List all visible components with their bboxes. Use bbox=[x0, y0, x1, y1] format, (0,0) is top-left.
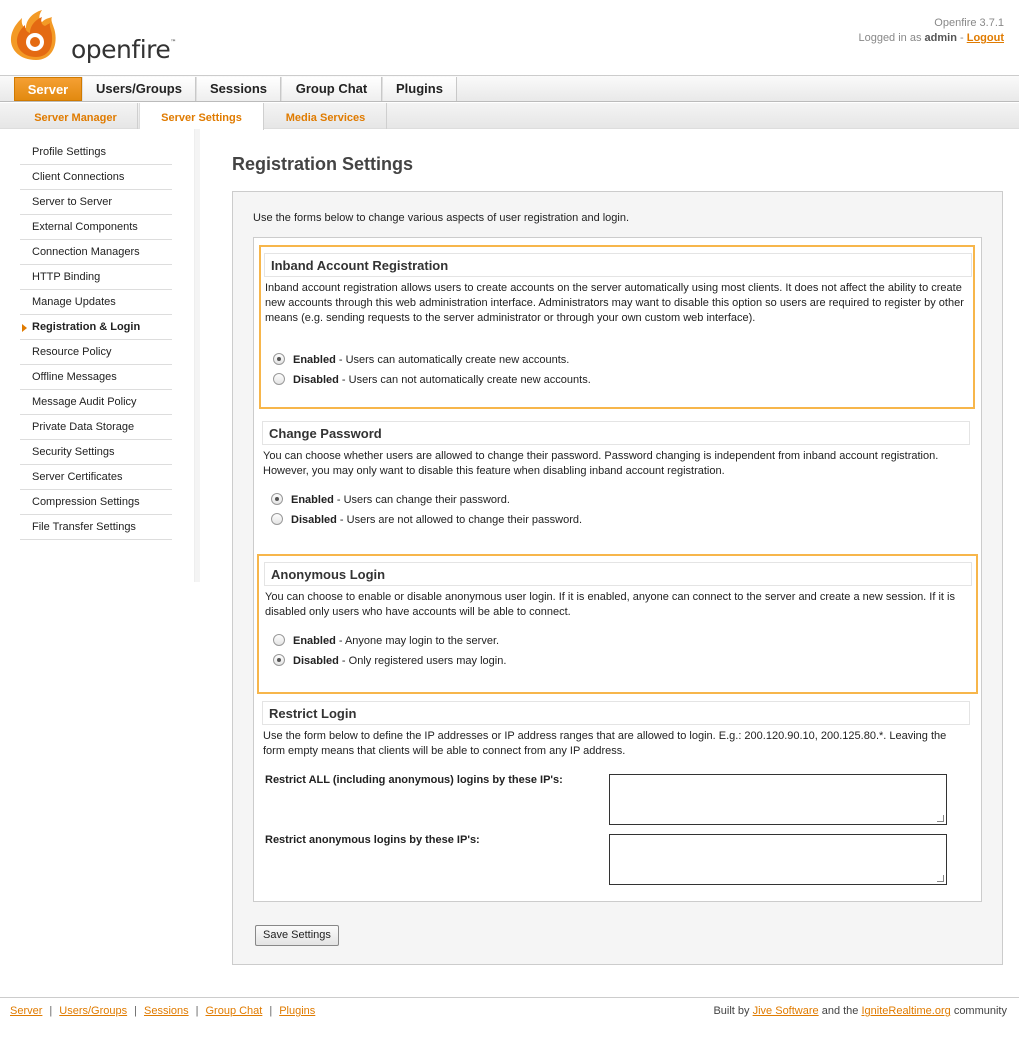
change-password-description: You can choose whether users are allowed to change their password. Password changing is independent from inband account registration. However, you may only want to disable this feature when disabling inband account registration. bbox=[263, 450, 939, 477]
restrict-all-textarea[interactable] bbox=[609, 774, 947, 825]
anonymous-login-heading: Anonymous Login bbox=[264, 562, 972, 586]
sidebar-item-profile-settings[interactable]: Profile Settings bbox=[20, 140, 172, 165]
password-enabled-radio[interactable] bbox=[271, 493, 283, 505]
sidebar-item-http-binding[interactable]: HTTP Binding bbox=[20, 265, 172, 290]
version-text: Openfire 3.7.1 bbox=[934, 17, 1004, 29]
inband-registration-heading: Inband Account Registration bbox=[264, 253, 972, 277]
settings-panel bbox=[232, 191, 1003, 965]
footer-link-sessions[interactable]: Sessions bbox=[143, 1005, 189, 1017]
sidebar-item-manage-updates[interactable]: Manage Updates bbox=[20, 290, 172, 315]
inband-registration-section bbox=[259, 245, 975, 409]
password-enabled-option[interactable]: Enabled - Users can change their password. bbox=[271, 492, 510, 508]
sidebar-item-private-data-storage[interactable]: Private Data Storage bbox=[20, 415, 172, 440]
active-arrow-icon bbox=[22, 324, 27, 332]
sidebar-item-connection-managers[interactable]: Connection Managers bbox=[20, 240, 172, 265]
anonymous-disabled-radio[interactable] bbox=[273, 654, 285, 666]
sidebar-item-file-transfer-settings[interactable]: File Transfer Settings bbox=[20, 515, 172, 540]
jive-software-link[interactable]: Jive Software bbox=[752, 1005, 819, 1017]
sidebar-item-security-settings[interactable]: Security Settings bbox=[20, 440, 172, 465]
inband-disabled-option[interactable]: Disabled - Users can not automatically create new accounts. bbox=[273, 372, 591, 388]
inband-disabled-radio[interactable] bbox=[273, 373, 285, 385]
sidebar bbox=[0, 129, 195, 582]
sub-tab-bar bbox=[0, 103, 1019, 129]
footer-link-server[interactable]: Server bbox=[10, 1005, 43, 1017]
sidebar-item-resource-policy[interactable]: Resource Policy bbox=[20, 340, 172, 365]
restrict-anonymous-textarea[interactable] bbox=[609, 834, 947, 885]
sidebar-item-server-certificates[interactable]: Server Certificates bbox=[20, 465, 172, 490]
sidebar-item-offline-messages[interactable]: Offline Messages bbox=[20, 365, 172, 390]
restrict-login-description: Use the form below to define the IP addresses or IP address ranges that are allowed to login. E.g.: 200.120.90.10, 200.125.80.*. Leaving the form empty means that clients will be able to connect from any IP address. bbox=[263, 730, 947, 757]
footer-nav: Server | Users/Groups | Sessions | Group Chat | Plugins bbox=[10, 1005, 316, 1017]
save-settings-button[interactable]: Save Settings bbox=[255, 925, 339, 946]
login-status: Logged in as admin - Logout bbox=[858, 32, 1004, 44]
igniterealtime-link[interactable]: IgniteRealtime.org bbox=[861, 1005, 951, 1017]
sidebar-item-server-to-server[interactable]: Server to Server bbox=[20, 190, 172, 215]
sidebar-item-compression-settings[interactable]: Compression Settings bbox=[20, 490, 172, 515]
footer bbox=[0, 997, 1019, 1027]
anonymous-disabled-option[interactable]: Disabled - Only registered users may login. bbox=[273, 653, 506, 669]
footer-credits: Built by Jive Software and the IgniteRealtime.org community bbox=[713, 1005, 1007, 1017]
sidebar-menu bbox=[20, 140, 172, 540]
restrict-all-label: Restrict ALL (including anonymous) logins by these IP's: bbox=[265, 774, 563, 786]
subtab-server-manager[interactable]: Server Manager bbox=[14, 103, 138, 129]
tab-users-groups[interactable]: Users/Groups bbox=[82, 77, 196, 101]
inband-enabled-radio[interactable] bbox=[273, 353, 285, 365]
flame-logo-icon bbox=[8, 8, 64, 62]
change-password-section bbox=[259, 415, 975, 549]
anonymous-enabled-option[interactable]: Enabled - Anyone may login to the server. bbox=[273, 633, 499, 649]
logo-wordmark: openfire™ bbox=[71, 35, 176, 64]
inband-enabled-option[interactable]: Enabled - Users can automatically create new accounts. bbox=[273, 352, 569, 368]
settings-form bbox=[253, 237, 982, 902]
page-title: Registration Settings bbox=[232, 154, 414, 174]
anonymous-login-section bbox=[257, 554, 978, 694]
tab-sessions[interactable]: Sessions bbox=[196, 77, 281, 101]
openfire-logo[interactable] bbox=[8, 8, 176, 64]
sidebar-item-external-components[interactable]: External Components bbox=[20, 215, 172, 240]
subtab-media-services[interactable]: Media Services bbox=[265, 103, 387, 129]
footer-link-group-chat[interactable]: Group Chat bbox=[205, 1005, 263, 1017]
tab-server[interactable]: Server bbox=[14, 77, 82, 101]
restrict-login-heading: Restrict Login bbox=[262, 701, 970, 725]
header-info bbox=[858, 16, 1004, 46]
sidebar-item-client-connections[interactable]: Client Connections bbox=[20, 165, 172, 190]
footer-link-plugins[interactable]: Plugins bbox=[279, 1005, 316, 1017]
sidebar-item-label: Registration & Login bbox=[32, 321, 141, 333]
restrict-anonymous-label: Restrict anonymous logins by these IP's: bbox=[265, 834, 480, 846]
subtab-server-settings[interactable]: Server Settings bbox=[139, 103, 264, 130]
intro-text: Use the forms below to change various aspects of user registration and login. bbox=[253, 212, 630, 224]
username: admin bbox=[924, 32, 957, 44]
sidebar-item-registration-login[interactable] bbox=[20, 315, 172, 340]
anonymous-login-description: You can choose to enable or disable anonymous user login. If it is enabled, anyone can connect to the server and create a new session. If it is disabled only users who have accounts will be able to connect. bbox=[265, 591, 955, 618]
main-tab-bar bbox=[0, 76, 1019, 102]
password-disabled-radio[interactable] bbox=[271, 513, 283, 525]
footer-link-users-groups[interactable]: Users/Groups bbox=[59, 1005, 128, 1017]
tab-group-chat[interactable]: Group Chat bbox=[281, 77, 382, 101]
restrict-login-section bbox=[259, 695, 975, 895]
inband-registration-description: Inband account registration allows users to create accounts on the server automatically using most clients. It does not affect the ability to create new accounts through this web administration interface. Administrators may want to disable this option so users are required to register by other means (e.g. sending requests to the server administrator or through your own custom web interface). bbox=[265, 282, 964, 324]
tab-plugins[interactable]: Plugins bbox=[382, 77, 457, 101]
sidebar-item-message-audit-policy[interactable]: Message Audit Policy bbox=[20, 390, 172, 415]
anonymous-enabled-radio[interactable] bbox=[273, 634, 285, 646]
logout-link[interactable]: Logout bbox=[966, 32, 1004, 44]
password-disabled-option[interactable]: Disabled - Users are not allowed to change their password. bbox=[271, 512, 582, 528]
header bbox=[0, 0, 1019, 76]
change-password-heading: Change Password bbox=[262, 421, 970, 445]
